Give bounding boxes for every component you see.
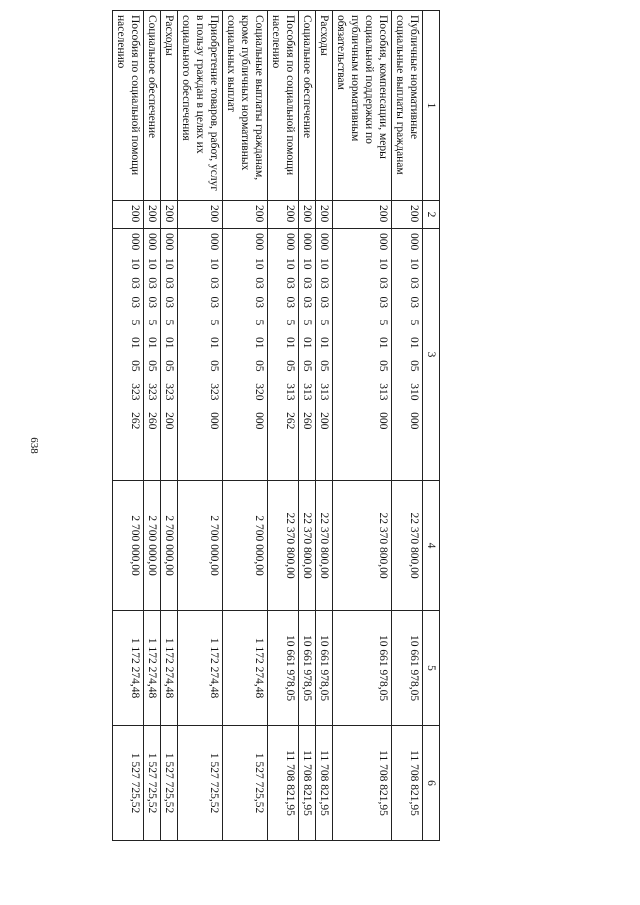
row-name: Приобретение товаров, работ, услуг в пользу граждан в целях их социального обеспечения: [178, 11, 223, 201]
col-header: 1: [423, 11, 440, 201]
row-kbk: 000 10 03 03 5 01 05 313 200: [316, 229, 333, 481]
table-row: [316, 11, 333, 841]
col-header: 2: [423, 201, 440, 229]
row-name: Пособия, компенсации, меры социальной поддержки по публичным нормативным обязательствам: [333, 11, 392, 201]
row-code: 200: [113, 201, 144, 229]
table-row: [223, 11, 268, 841]
row-remaining: 11 708 821,95: [268, 726, 299, 841]
row-remaining: 11 708 821,95: [299, 726, 316, 841]
row-executed: 10 661 978,05: [299, 611, 316, 726]
row-code: 200: [223, 201, 268, 229]
row-remaining: 11 708 821,95: [392, 726, 423, 841]
row-approved: 2 700 000,00: [113, 481, 144, 611]
row-executed: 10 661 978,05: [316, 611, 333, 726]
row-code: 200: [178, 201, 223, 229]
row-code: 200: [268, 201, 299, 229]
row-code: 200: [333, 201, 392, 229]
table-row: [144, 11, 161, 841]
header-row: [423, 11, 440, 841]
row-approved: 22 370 800,00: [392, 481, 423, 611]
row-kbk: 000 10 03 03 5 01 05 320 000: [223, 229, 268, 481]
row-name: Социальное обеспечение: [299, 11, 316, 201]
row-kbk: 000 10 03 03 5 01 05 323 262: [113, 229, 144, 481]
row-name: Публичные нормативные социальные выплаты гражданам: [392, 11, 423, 201]
row-approved: 2 700 000,00: [178, 481, 223, 611]
row-remaining: 1 527 725,52: [178, 726, 223, 841]
row-executed: 1 172 274,48: [144, 611, 161, 726]
row-kbk: 000 10 03 03 5 01 05 323 000: [178, 229, 223, 481]
table-row: [299, 11, 316, 841]
page-number: 638: [27, 437, 40, 454]
row-approved: 2 700 000,00: [223, 481, 268, 611]
row-code: 200: [392, 201, 423, 229]
row-name: Социальное обеспечение: [144, 11, 161, 201]
row-remaining: 11 708 821,95: [333, 726, 392, 841]
row-name: Расходы: [161, 11, 178, 201]
col-header: 3: [423, 229, 440, 481]
table-row: [268, 11, 299, 841]
budget-table: [112, 10, 440, 841]
row-remaining: 1 527 725,52: [113, 726, 144, 841]
row-executed: 10 661 978,05: [333, 611, 392, 726]
row-name: Социальные выплаты гражданам, кроме публичных нормативных социальных выплат: [223, 11, 268, 201]
table-row: [113, 11, 144, 841]
row-approved: 22 370 800,00: [268, 481, 299, 611]
row-name: Пособия по социальной помощи населению: [268, 11, 299, 201]
row-kbk: 000 10 03 03 5 01 05 310 000: [392, 229, 423, 481]
row-approved: 22 370 800,00: [333, 481, 392, 611]
row-kbk: 000 10 03 03 5 01 05 313 262: [268, 229, 299, 481]
row-approved: 22 370 800,00: [316, 481, 333, 611]
row-code: 200: [144, 201, 161, 229]
row-executed: 1 172 274,48: [161, 611, 178, 726]
col-header: 5: [423, 611, 440, 726]
row-approved: 2 700 000,00: [161, 481, 178, 611]
row-kbk: 000 10 03 03 5 01 05 323 200: [161, 229, 178, 481]
row-approved: 2 700 000,00: [144, 481, 161, 611]
row-approved: 22 370 800,00: [299, 481, 316, 611]
row-remaining: 11 708 821,95: [316, 726, 333, 841]
table-row: [333, 11, 392, 841]
row-kbk: 000 10 03 03 5 01 05 313 000: [333, 229, 392, 481]
row-name: Расходы: [316, 11, 333, 201]
row-code: 200: [316, 201, 333, 229]
row-remaining: 1 527 725,52: [144, 726, 161, 841]
col-header: 4: [423, 481, 440, 611]
rotated-table-wrapper: [80, 10, 440, 840]
row-code: 200: [299, 201, 316, 229]
row-remaining: 1 527 725,52: [223, 726, 268, 841]
row-executed: 10 661 978,05: [392, 611, 423, 726]
row-remaining: 1 527 725,52: [161, 726, 178, 841]
row-kbk: 000 10 03 03 5 01 05 313 260: [299, 229, 316, 481]
row-executed: 10 661 978,05: [268, 611, 299, 726]
row-executed: 1 172 274,48: [223, 611, 268, 726]
col-header: 6: [423, 726, 440, 841]
row-code: 200: [161, 201, 178, 229]
row-executed: 1 172 274,48: [178, 611, 223, 726]
row-name: Пособия по социальной помощи населению: [113, 11, 144, 201]
table-row: [392, 11, 423, 841]
row-executed: 1 172 274,48: [113, 611, 144, 726]
table-row: [178, 11, 223, 841]
row-kbk: 000 10 03 03 5 01 05 323 260: [144, 229, 161, 481]
table-row: [161, 11, 178, 841]
